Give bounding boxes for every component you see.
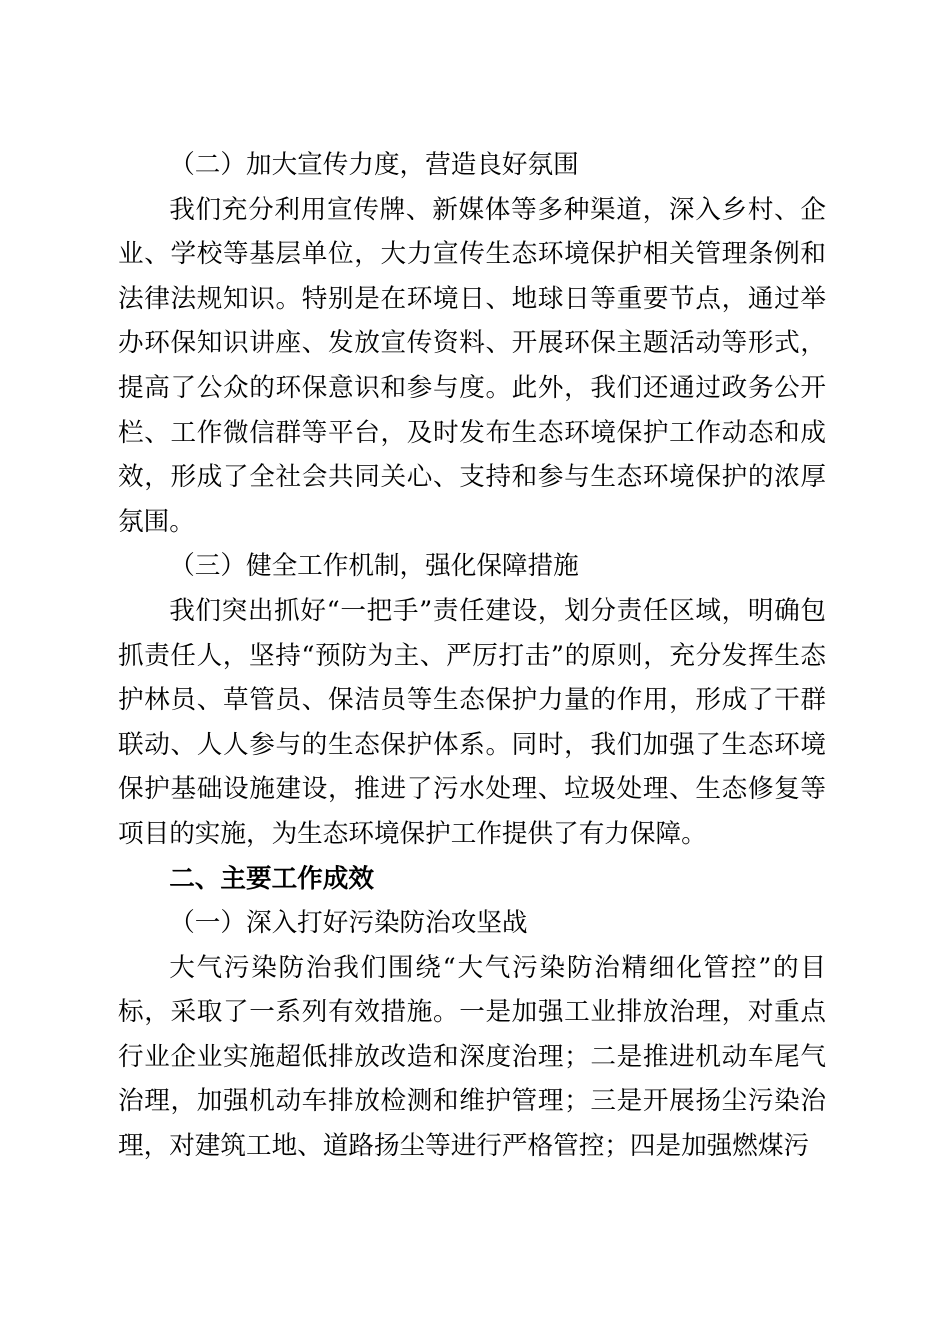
- section-subheading-mechanism: （三）健全工作机制，强化保障措施: [169, 551, 579, 582]
- section-subheading-pollution: （一）深入打好污染防治攻坚战: [169, 908, 528, 939]
- section-subheading-publicity: （二）加大宣传力度，营造良好氛围: [169, 150, 579, 180]
- section-heading-results: 二、主要工作成效: [169, 863, 374, 894]
- paragraph-publicity: 我们充分利用宣传牌、新媒体等多种渠道，深入乡村、企业、学校等基层单位，大力宣传生态环境保护相关管理条例和法律法规知识。特别是在环境日、地球日等重要节点，通过举办环保知识讲座、发放宣传资料、开展环保主题活动等形式，提高了公众的环保意识和参与度。此外，我们还通过政务公开栏、工作微信群等平台，及时发布生态环境保护工作动态和成效，形成了全社会共同关心、支持和参与生态环境保护的浓厚氛围。: [118, 194, 826, 537]
- paragraph-air-pollution: 大气污染防治我们围绕“大气污染防治精细化管控”的目标，采取了一系列有效措施。一是加强工业排放治理，对重点行业企业实施超低排放改造和深度治理；二是推进机动车尾气治理，加强机动车排放检测和维护管理；三是开展扬尘污染治理，对建筑工地、道路扬尘等进行严格管控；四是加强燃煤污: [118, 952, 826, 1162]
- document-body: [118, 143, 826, 1169]
- paragraph-mechanism: 我们突出抓好“一把手”责任建设，划分责任区域，明确包抓责任人，坚持“预防为主、严厉打击”的原则，充分发挥生态护林员、草管员、保洁员等生态保护力量的作用，形成了干群联动、人人参与的生态保护体系。同时，我们加强了生态环境保护基础设施建设，推进了污水处理、垃圾处理、生态修复等项目的实施，为生态环境保护工作提供了有力保障。: [118, 595, 826, 849]
